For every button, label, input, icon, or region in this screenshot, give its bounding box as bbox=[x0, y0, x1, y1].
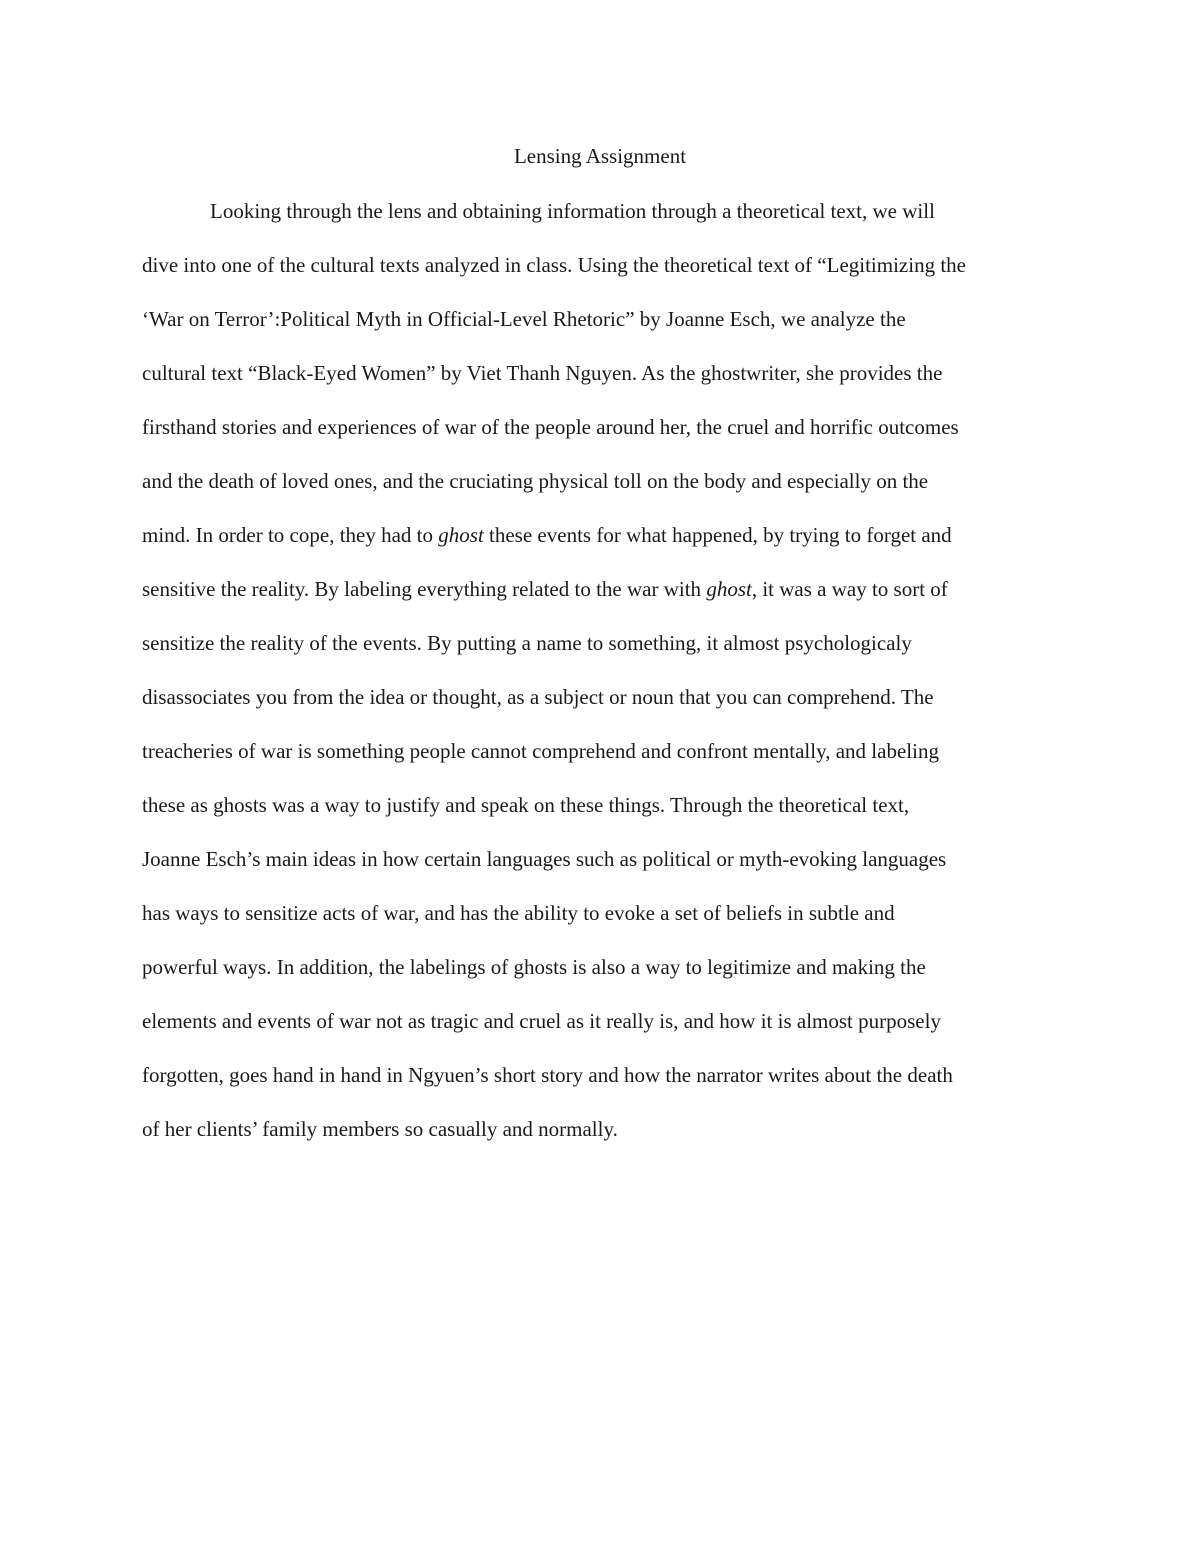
text-run: these events for what happened, by trying to forget and bbox=[483, 523, 952, 547]
paragraph-line bbox=[142, 521, 1082, 575]
paragraph-line bbox=[142, 251, 1082, 305]
paragraph-line bbox=[142, 1115, 1082, 1169]
text-run: sensitive the reality. By labeling everything related to the war with bbox=[142, 577, 707, 601]
document-body bbox=[142, 197, 1082, 1169]
text-run: Looking through the lens and obtaining information through a theoretical text, we will bbox=[210, 199, 935, 223]
paragraph-line bbox=[142, 305, 1082, 359]
paragraph-line bbox=[142, 683, 1082, 737]
text-run: Joanne Esch’s main ideas in how certain languages such as political or myth-evoking languages bbox=[142, 847, 947, 871]
text-run: ‘War on Terror’:Political Myth in Official-Level Rhetoric” by Joanne Esch, we analyze the bbox=[142, 307, 906, 331]
paragraph-line bbox=[142, 359, 1082, 413]
paragraph-line bbox=[142, 629, 1082, 683]
italic-text: ghost bbox=[706, 577, 752, 601]
text-run: powerful ways. In addition, the labelings of ghosts is also a way to legitimize and making the bbox=[142, 955, 926, 979]
text-run: , it was a way to sort of bbox=[751, 577, 948, 601]
paragraph-line bbox=[142, 197, 1082, 251]
text-run: treacheries of war is something people cannot comprehend and confront mentally, and labeling bbox=[142, 739, 939, 763]
paragraph-line bbox=[142, 1007, 1082, 1061]
text-run: mind. In order to cope, they had to bbox=[142, 523, 439, 547]
paragraph-line bbox=[142, 899, 1082, 953]
text-run: of her clients’ family members so casually and normally. bbox=[142, 1117, 618, 1141]
text-run: firsthand stories and experiences of war of the people around her, the cruel and horrific outcomes bbox=[142, 415, 959, 439]
text-run: and the death of loved ones, and the cruciating physical toll on the body and especially on the bbox=[142, 469, 929, 493]
paragraph-line bbox=[142, 467, 1082, 521]
paragraph-line bbox=[142, 1061, 1082, 1115]
text-run: disassociates you from the idea or thought, as a subject or noun that you can comprehend. The bbox=[142, 685, 934, 709]
paragraph-line bbox=[142, 737, 1082, 791]
paragraph-line bbox=[142, 845, 1082, 899]
paragraph-line bbox=[142, 953, 1082, 1007]
italic-text: ghost bbox=[438, 523, 484, 547]
text-run: dive into one of the cultural texts analyzed in class. Using the theoretical text of “Legitimizing the bbox=[142, 253, 966, 277]
paragraph-line bbox=[142, 575, 1082, 629]
text-run: sensitize the reality of the events. By putting a name to something, it almost psychologicaly bbox=[142, 631, 912, 655]
text-run: cultural text “Black-Eyed Women” by Viet Thanh Nguyen. As the ghostwriter, she provides the bbox=[142, 361, 943, 385]
text-run: these as ghosts was a way to justify and speak on these things. Through the theoretical text, bbox=[142, 793, 910, 817]
document-title: Lensing Assignment bbox=[513, 144, 687, 168]
text-run: forgotten, goes hand in hand in Ngyuen’s short story and how the narrator writes about the death bbox=[142, 1063, 953, 1087]
paragraph-line bbox=[142, 791, 1082, 845]
paragraph-line bbox=[142, 413, 1082, 467]
text-run: has ways to sensitize acts of war, and has the ability to evoke a set of beliefs in subtle and bbox=[142, 901, 895, 925]
text-run: elements and events of war not as tragic and cruel as it really is, and how it is almost purposely bbox=[142, 1009, 941, 1033]
